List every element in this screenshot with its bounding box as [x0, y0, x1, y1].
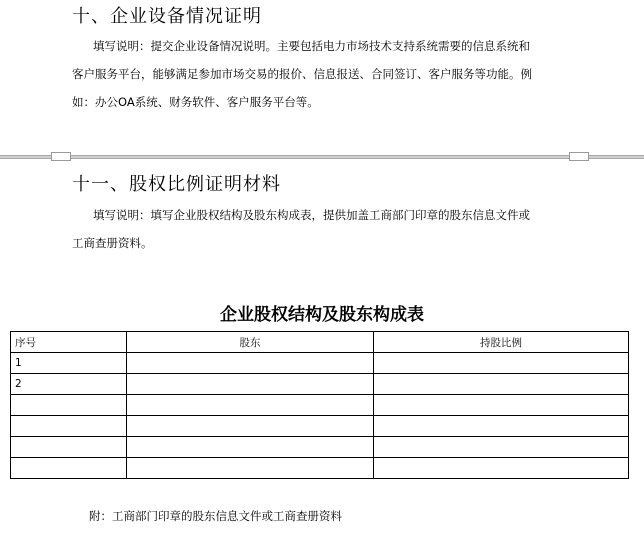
section-10-heading: 十、企业设备情况证明 — [72, 6, 262, 27]
cell-seq[interactable]: 1 — [11, 353, 127, 374]
cell-ratio[interactable] — [374, 374, 629, 395]
cell-ratio[interactable] — [374, 458, 629, 479]
cell-shareholder[interactable] — [127, 437, 374, 458]
cell-seq[interactable] — [11, 416, 127, 437]
equity-table — [10, 331, 629, 479]
attachment-note: 附：工商部门印章的股东信息文件或工商查册资料 — [89, 509, 342, 523]
cell-seq[interactable] — [11, 437, 127, 458]
table-row — [11, 458, 629, 479]
cell-shareholder[interactable] — [127, 416, 374, 437]
table-title: 企业股权结构及股东构成表 — [220, 305, 424, 325]
section-11-heading: 十一、股权比例证明材料 — [72, 174, 281, 195]
cell-ratio[interactable] — [374, 395, 629, 416]
section-11-line-2: 工商查册资料。 — [72, 236, 153, 250]
header-ratio: 持股比例 — [374, 332, 629, 353]
header-shareholder: 股东 — [127, 332, 374, 353]
page-corner-mark-right — [569, 152, 589, 161]
section-11-line-1: 填写说明：填写企业股权结构及股东构成表，提供加盖工商部门印章的股东信息文件或 — [93, 208, 530, 222]
cell-seq[interactable] — [11, 458, 127, 479]
cell-seq[interactable]: 2 — [11, 374, 127, 395]
cell-shareholder[interactable] — [127, 458, 374, 479]
table-row — [11, 437, 629, 458]
section-10-line-1: 填写说明：提交企业设备情况说明。主要包括电力市场技术支持系统需要的信息系统和 — [93, 39, 530, 53]
header-seq: 序号 — [11, 332, 127, 353]
cell-ratio[interactable] — [374, 353, 629, 374]
section-10-line-2: 客户服务平台，能够满足参加市场交易的报价、信息报送、合同签订、客户服务等功能。例 — [72, 67, 532, 81]
table-row — [11, 353, 629, 374]
page-corner-mark-left — [51, 152, 71, 161]
section-10-line-3: 如：办公OA系统、财务软件、客户服务平台等。 — [72, 95, 319, 109]
cell-shareholder[interactable] — [127, 374, 374, 395]
cell-shareholder[interactable] — [127, 353, 374, 374]
page-break — [0, 155, 644, 159]
table-row — [11, 374, 629, 395]
cell-seq[interactable] — [11, 395, 127, 416]
cell-ratio[interactable] — [374, 437, 629, 458]
table-header-row — [11, 332, 629, 353]
table-row — [11, 395, 629, 416]
cell-shareholder[interactable] — [127, 395, 374, 416]
table-row — [11, 416, 629, 437]
cell-ratio[interactable] — [374, 416, 629, 437]
